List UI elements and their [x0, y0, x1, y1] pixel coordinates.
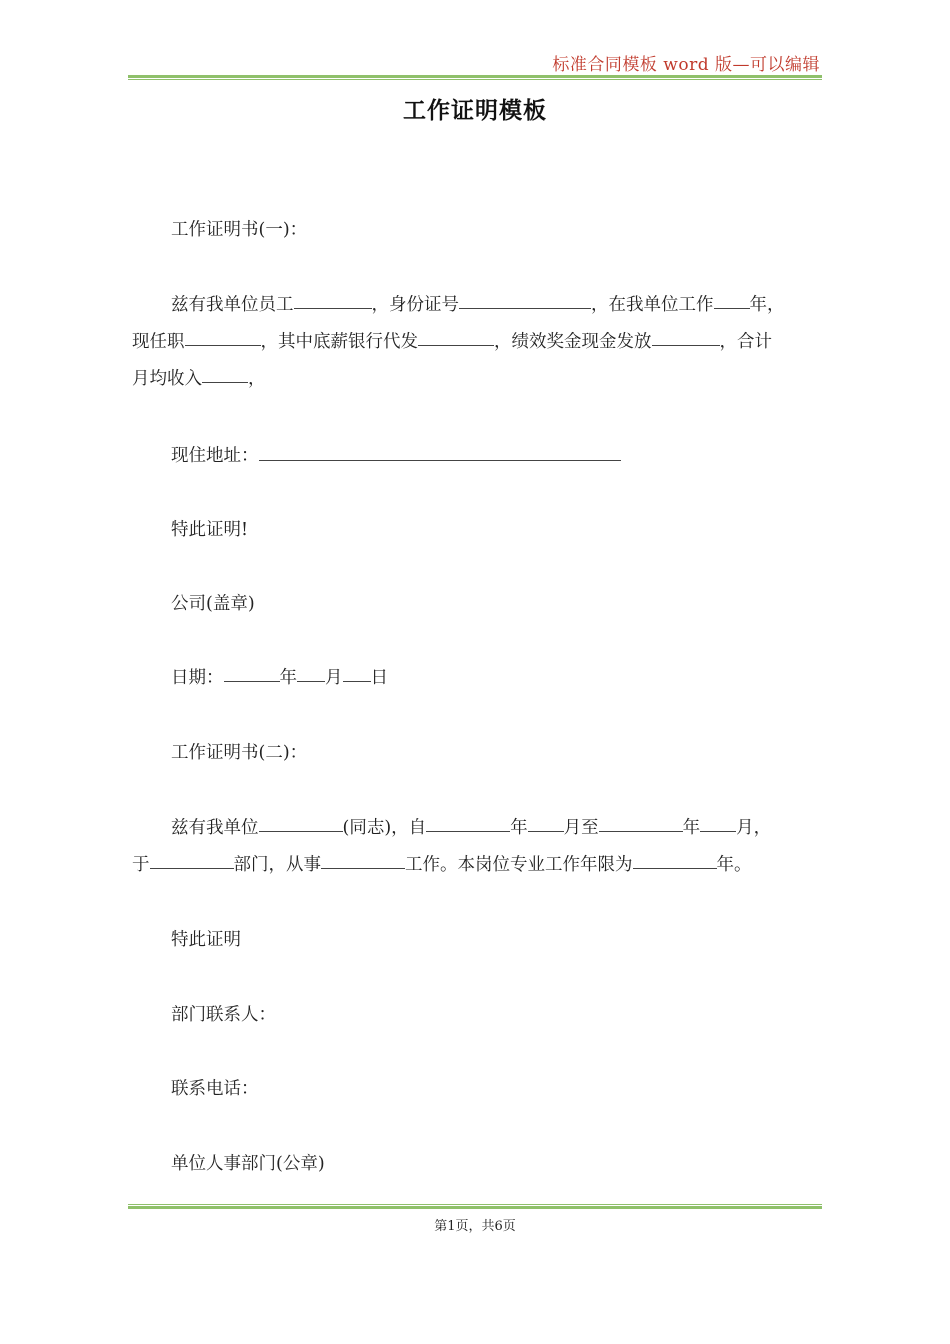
section1-heading: 工作证明书(一)：: [171, 220, 308, 240]
section2-heading: 工作证明书(二)：: [171, 743, 308, 763]
footer-rule: [128, 1204, 822, 1209]
certify-text: 特此证明!: [171, 520, 249, 540]
contact-phone-label: 联系电话：: [171, 1079, 259, 1099]
section2-paragraph: 兹有我单位 (同志)，自 年 月至 年 月， 于 部门，从事 工作。本岗位专业工作年限为 年。: [132, 818, 772, 875]
address-line: 现住地址：: [132, 438, 820, 475]
company-seal-text: 公司(盖章): [171, 594, 255, 614]
section2-certify-text: 特此证明: [171, 930, 241, 950]
address-blank: [259, 459, 621, 461]
header-label: 标准合同模板 word 版—可以编辑: [552, 55, 820, 75]
date-line: 日期： 年 月 日: [171, 668, 388, 688]
section1-paragraph: 兹有我单位员工 ，身份证号 ，在我单位工作 年， 现任职 ，其中底薪银行代发 ，绩效奖金现金发放 ，合计 月均收入 ，: [132, 295, 785, 389]
contact-person-label: 部门联系人：: [171, 1005, 276, 1025]
hr-seal-text: 单位人事部门(公章): [171, 1154, 325, 1174]
document-title: 工作证明模板: [403, 97, 547, 124]
page-number: 第1页，共6页: [434, 1219, 516, 1234]
header-rule: [128, 75, 822, 80]
